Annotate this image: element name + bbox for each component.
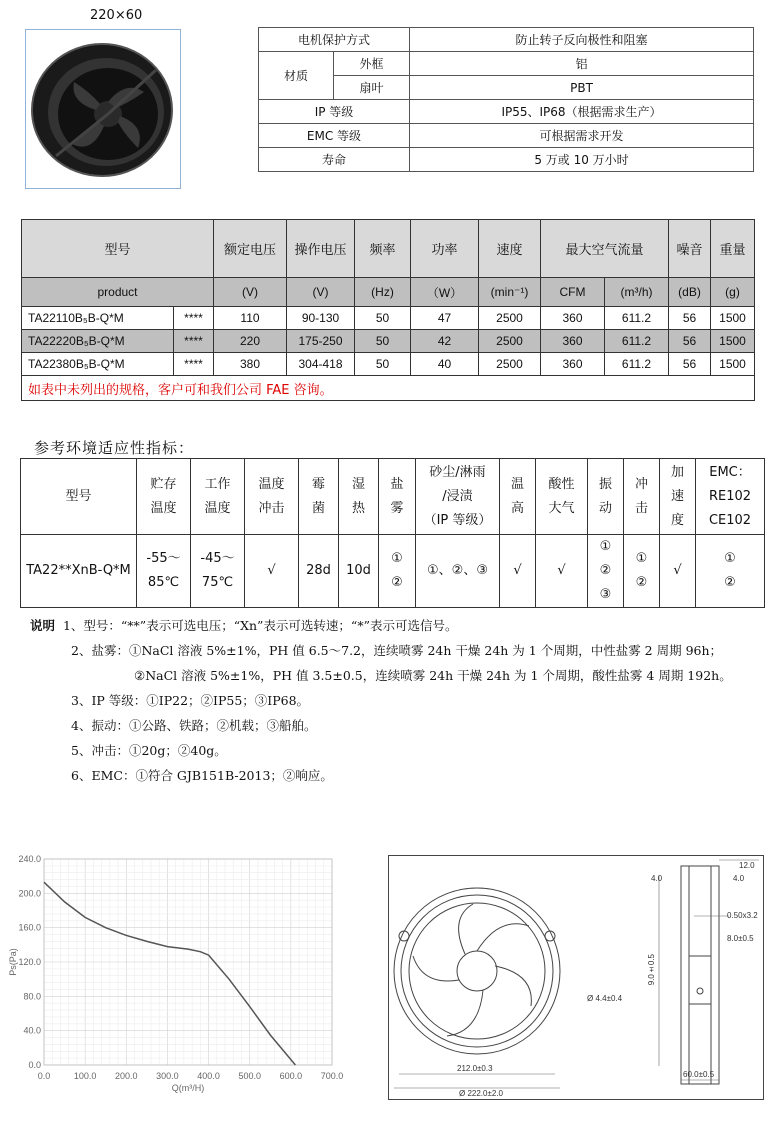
env-header-cell: 温度 冲击 [245,459,299,535]
spec-value: 防止转子反向极性和阻塞 [410,28,754,52]
perf-cell: **** [174,307,214,330]
perf-cell: **** [174,353,214,376]
x-tick-label: 500.0 [238,1071,261,1081]
perf-unit-cell: (V) [214,278,287,307]
x-axis-label: Q(m³/H) [171,1083,205,1093]
env-header-cell: 工作 温度 [191,459,245,535]
y-tick-label: 240.0 [18,854,41,864]
perf-unit-cell: product [22,278,214,307]
perf-cell: 304-418 [287,353,355,376]
perf-header-cell: 噪音 [669,220,711,278]
image-caption: 220×60 [90,8,143,23]
env-cell: -45～ 75℃ [191,535,245,608]
dim-label: Ø 4.4±0.4 [587,994,623,1003]
env-header-cell: 盐 雾 [379,459,416,535]
perf-unit-cell: (min⁻¹) [479,278,541,307]
notes-title: 说明 [30,618,56,633]
env-cell: ① ② [696,535,765,608]
env-header-cell: 加 速 度 [660,459,696,535]
perf-cell: 611.2 [605,353,669,376]
perf-unit-cell: (V) [287,278,355,307]
spec-label: 材质 [259,52,334,100]
y-tick-label: 160.0 [18,922,41,933]
perf-header-cell: 功率 [411,220,479,278]
performance-table [21,219,755,401]
perf-cell: 1500 [711,353,755,376]
perf-unit-cell: (g) [711,278,755,307]
perf-cell: TA22220B₅B-Q*M [22,330,174,353]
perf-header-cell: 操作电压 [287,220,355,278]
y-tick-label: 120.0 [18,957,41,967]
env-header-cell: 振 动 [588,459,624,535]
spec-value: PBT [410,76,754,100]
perf-cell: 56 [669,353,711,376]
perf-cell: 1500 [711,307,755,330]
env-header-cell: 砂尘/淋雨 /浸渍 （IP 等级） [416,459,500,535]
spec-label: 电机保护方式 [259,28,410,52]
perf-cell: 110 [214,307,287,330]
spec-value: 可根据需求开发 [410,124,754,148]
perf-cell: 50 [355,330,411,353]
note-line: 2、盐雾：①NaCl 溶液 5%±1%，PH 值 6.5～7.2，连续喷雾 24h 干燥 24h 为 1 个周期，中性盐雾 2 周期 96h； [71,643,723,658]
dim-label: 0.50x3.2 [727,911,758,920]
perf-cell: 611.2 [605,330,669,353]
perf-table-note: 如表中未列出的规格，客户可和我们公司 FAE 咨询。 [22,376,755,401]
env-cell: TA22**XnB-Q*M [21,535,137,608]
fan-photo-icon [26,30,179,187]
perf-header-cell: 频率 [355,220,411,278]
env-cell: √ [536,535,588,608]
spec-label: 寿命 [259,148,410,172]
env-cell: ① ② ③ [588,535,624,608]
perf-cell: 360 [541,330,605,353]
note-line: 4、振动：①公路、铁路；②机载；③船舶。 [71,718,317,733]
perf-cell: 56 [669,330,711,353]
perf-cell: 56 [669,307,711,330]
perf-cell: 40 [411,353,479,376]
x-tick-label: 600.0 [279,1071,303,1081]
x-tick-label: 300.0 [156,1071,179,1081]
perf-cell: 47 [411,307,479,330]
notes-block [30,613,732,788]
y-tick-label: 0.0 [28,1060,41,1070]
dim-label: Ø 222.0±2.0 [459,1089,503,1098]
perf-unit-cell: （W） [411,278,479,307]
perf-header-cell: 额定电压 [214,220,287,278]
env-cell: ① ② [379,535,416,608]
dim-label: 4.0 [733,874,745,883]
perf-cell: 50 [355,353,411,376]
y-axis-label: Ps(Pa) [8,948,18,976]
perf-unit-cell: (Hz) [355,278,411,307]
dim-label: 9.0±0.5 [647,954,656,986]
dim-label: 12.0 [739,861,755,870]
perf-cell: 360 [541,353,605,376]
perf-cell: 90-130 [287,307,355,330]
x-tick-label: 0.0 [37,1071,51,1081]
perf-cell: 380 [214,353,287,376]
note-line: 5、冲击：①20g；②40g。 [71,743,227,758]
env-header-cell: 霉 菌 [299,459,339,535]
perf-header-cell: 型号 [22,220,214,278]
fan-outline-drawing-icon [389,856,763,1099]
perf-cell: 360 [541,307,605,330]
dim-label: 212.0±0.3 [457,1064,493,1073]
dimension-drawing [388,855,764,1100]
spec-value: 5 万或 10 万小时 [410,148,754,172]
env-header-cell: 型号 [21,459,137,535]
perf-cell: 220 [214,330,287,353]
y-tick-label: 200.0 [18,888,41,899]
env-cell: √ [660,535,696,608]
note-line: 3、IP 等级：①IP22；②IP55；③IP68。 [71,693,310,708]
spec-sub-label: 外框 [334,52,410,76]
note-line: 说明 1、型号：“**”表示可选电压；“Xn”表示可选转速；“*”表示可选信号。 [30,618,458,633]
env-header-cell: 贮存 温度 [137,459,191,535]
spec-table [258,27,754,172]
env-header-cell: 温 高 [500,459,536,535]
perf-row [22,353,755,376]
env-cell: -55～ 85℃ [137,535,191,608]
perf-row [22,330,755,353]
env-cell: 28d [299,535,339,608]
perf-header-cell: 速度 [479,220,541,278]
perf-cell: 50 [355,307,411,330]
env-cell: ① ② [624,535,660,608]
env-cell: √ [245,535,299,608]
perf-unit-cell: (m³/h) [605,278,669,307]
perf-cell: 175-250 [287,330,355,353]
perf-cell: TA22110B₅B-Q*M [22,307,174,330]
dim-label: 60.0±0.5 [683,1070,715,1079]
perf-cell: 2500 [479,353,541,376]
env-section-title: 参考环境适应性指标： [34,439,195,457]
x-tick-label: 400.0 [197,1071,220,1081]
perf-cell: 42 [411,330,479,353]
env-header-cell: 湿 热 [339,459,379,535]
dim-label: 8.0±0.5 [727,934,754,943]
env-cell: 10d [339,535,379,608]
spec-value: IP55、IP68（根据需求生产） [410,100,754,124]
env-table [20,458,765,608]
perf-cell: **** [174,330,214,353]
spec-label: IP 等级 [259,100,410,124]
y-tick-label: 40.0 [23,1025,41,1036]
perf-cell: 611.2 [605,307,669,330]
x-tick-label: 100.0 [73,1071,97,1081]
product-photo [25,29,181,189]
note-line: 6、EMC：①符合 GJB151B-2013；②响应。 [71,768,333,783]
pq-curve-chart [8,845,348,1095]
spec-value: 铝 [410,52,754,76]
perf-cell: 2500 [479,330,541,353]
perf-header-cell: 重量 [711,220,755,278]
dim-label: 4.0 [651,874,663,883]
perf-row [22,307,755,330]
env-cell: ①、②、③ [416,535,500,608]
perf-cell: TA22380B₅B-Q*M [22,353,174,376]
env-header-cell: 冲 击 [624,459,660,535]
x-tick-label: 200.0 [115,1071,138,1081]
perf-unit-cell: (dB) [669,278,711,307]
x-tick-label: 700.0 [320,1071,344,1081]
y-tick-label: 80.0 [23,991,41,1002]
spec-sub-label: 扇叶 [334,76,410,100]
perf-header-cell: 最大空气流量 [541,220,669,278]
env-header-cell: EMC： RE102 CE102 [696,459,765,535]
env-cell: √ [500,535,536,608]
perf-cell: 1500 [711,330,755,353]
note-line: ②NaCl 溶液 5%±1%，PH 值 3.5±0.5，连续喷雾 24h 干燥 24h 为 1 个周期，酸性盐雾 4 周期 192h。 [134,668,732,683]
spec-label: EMC 等级 [259,124,410,148]
env-header-cell: 酸性 大气 [536,459,588,535]
perf-unit-cell: CFM [541,278,605,307]
perf-cell: 2500 [479,307,541,330]
